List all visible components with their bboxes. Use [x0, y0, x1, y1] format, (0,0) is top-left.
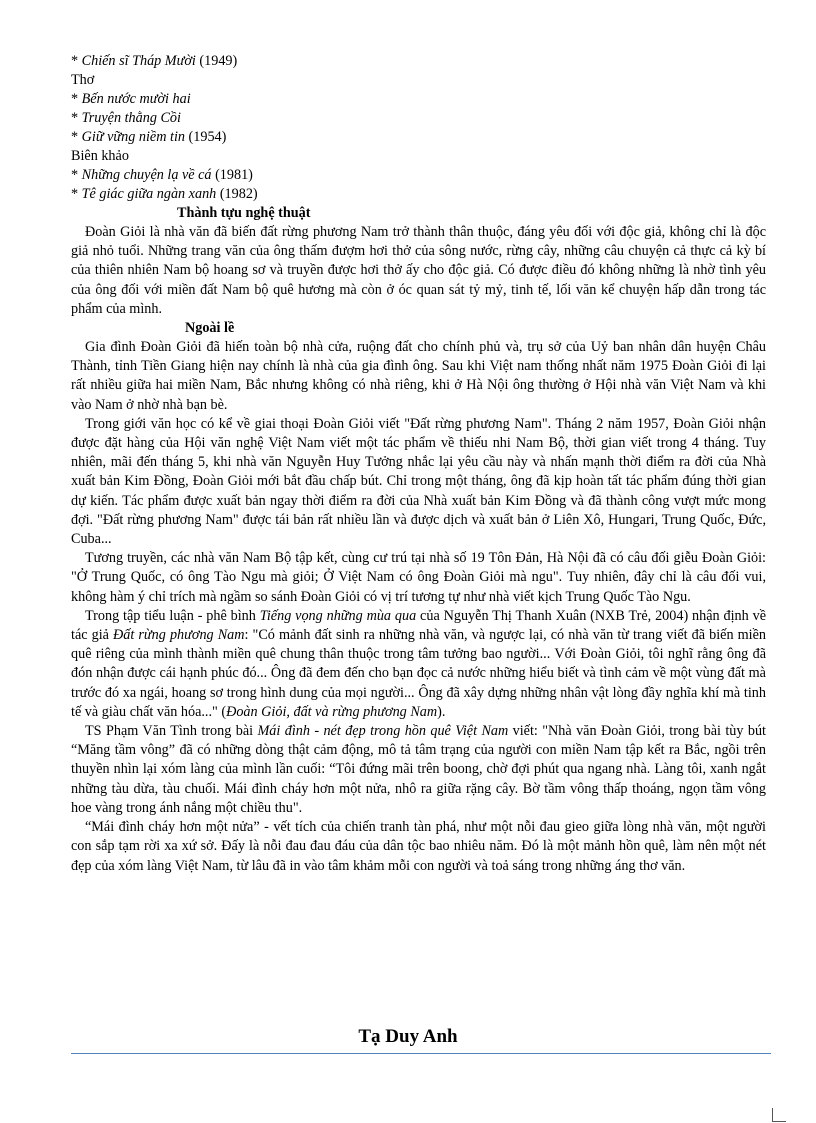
extra-paragraph-2: Trong giới văn học có kể về giai thoại Đoàn Giỏi viết "Đất rừng phương Nam". Tháng 2 năm 1957, Đoàn Giỏi nhận được đặt hàng của Hội văn nghệ Việt Nam viết một tác phẩm về thiếu nhi Nam Bộ, thời gian viết trong 4 tháng. Tuy nhiên, mãi đến tháng 5, khi nhà văn Nguyễn Huy Tưởng nhắc lại yêu cầu này và nhấn mạnh thời điểm ra đời của Nhà xuất bản Kim Đồng, Đoàn Giỏi mới bắt đầu chấp bút. Chỉ trong một tháng, ông đã kịp hoàn tất tác phẩm đúng thời gian dự kiến. Tác phẩm được xuất bản ngay thời điểm ra đời của Nhà xuất bản Kim Đồng và đã thành công vượt mức mong đợi. "Đất rừng phương Nam" được tái bản rất nhiều lần và được dịch và xuất bản ở Liên Xô, Hungari, Trung Quốc, Đức, Cuba... [71, 415, 766, 548]
footer-divider [71, 1053, 771, 1054]
extra-paragraph-5: TS Phạm Văn Tình trong bài Mái đình - nét đẹp trong hồn quê Việt Nam viết: "Nhà văn Đoàn Giỏi, trong bài tùy bút “Măng tầm vông” đã có những dòng thật cảm động, mô tả tâm trạng của người con miền Nam tập kết ra Bắc, ngồi trên thuyền nhìn lại xóm làng của mình lần cuối: “Tôi đứng mãi trên boong, chờ đợi phút qua ngang nhà. Làng tôi, xanh ngắt những tàu dừa, tàu chuối. Mái đình cháy hơn một nửa, nhô ra giữa rặng cây. Bờ tầm vông thấp thoáng, ngọn tầm vông hoe vàng trong ánh nắng một chiều thu". [71, 723, 766, 816]
document-page [71, 52, 766, 876]
extra-paragraph-1: Gia đình Đoàn Giỏi đã hiến toàn bộ nhà cửa, ruộng đất cho chính phủ và, trụ sở của Uỷ ban nhân dân huyện Châu Thành, tỉnh Tiền Giang hiện nay chính là nhà của gia đình ông. Sau khi Việt nam thống nhất năm 1975 Đoàn Giỏi đi lại rất nhiều giữa hai miền Nam, Bắc nhưng không có nhà riêng, khi ở Hà Nội ông thường ở Hội nhà văn Việt Nam và khi vào Nam ở nhờ nhà bạn bè. [71, 339, 766, 413]
extra-paragraph-6: “Mái đình cháy hơn một nửa” - vết tích của chiến tranh tàn phá, như một nỗi đau gieo giữa lòng nhà văn, một người con sắp tạm rời xa xứ sở. Đấy là nỗi đau đau đáu của dân tộc bao nhiêu năm. Đó là một mảnh hồn quê, làm nên một nét đẹp của xóm làng Việt Nam, từ lâu đã in vào tâm khảm mỗi con người và toả sáng trong những áng thơ văn. [71, 819, 766, 874]
work-item: * Truyện thằng Cồi [71, 110, 181, 126]
work-item: * Tê giác giữa ngàn xanh (1982) [71, 186, 258, 202]
section-heading-extra: Ngoài lề [185, 320, 235, 337]
extra-paragraph-4: Trong tập tiểu luận - phê bình Tiếng vọng những mùa qua của Nguyễn Thị Thanh Xuân (NXB Trẻ, 2004) nhận định về tác giả Đất rừng phương Nam: "Có mảnh đất sinh ra những nhà văn, và ngược lại, có nhà văn từ trang viết đã biến miền quê riêng của mình thành miền quê chung thân thuộc trong tâm tưởng bao người... Với Đoàn Giỏi, tôi nghĩ rằng ông đã đón nhận được cái hạnh phúc đó... Ông đã đem đến cho bạn đọc cả nước những hiểu biết và tình cảm về một vùng đất mà trước đó xa ngái, hoang sơ trong hình dung của mọi người... Ông đã xây dựng những nhân vật lòng đầy nghĩa khí mà tinh tế và giàu chất văn hóa..." (Đoàn Giỏi, đất và rừng phương Nam). [71, 607, 766, 720]
work-item: * Bến nước mười hai [71, 91, 191, 107]
section-heading-achievement: Thành tựu nghệ thuật [177, 205, 311, 221]
page-corner-mark [772, 1108, 786, 1122]
work-item: * Giữ vững niềm tin (1954) [71, 129, 227, 145]
achievement-paragraph: Đoàn Giỏi là nhà văn đã biến đất rừng phương Nam trở thành thân thuộc, đáng yêu đối với độc giả, không chỉ là độc giả nhỏ tuổi. Những trang văn của ông thấm đượm hơi thở của sông nước, rừng cây, những câu chuyện cả thực cả kỳ bí của thiên nhiên Nam bộ hoang sơ và truyền được hơi thở ấy cho độc giả. Có được điều đó không những là nhờ tình yêu của ông đối với miền đất Nam bộ quê hương mà còn ở óc quan sát tỷ mỷ, tinh tế, lối văn kể chuyện hấp dẫn trong tác phẩm của mình. [71, 224, 766, 317]
work-item: * Chiến sĩ Tháp Mười (1949) [71, 53, 238, 69]
author-heading: Tạ Duy Anh [358, 1026, 458, 1047]
extra-paragraph-3: Tương truyền, các nhà văn Nam Bộ tập kết, cùng cư trú tại nhà số 19 Tôn Đản, Hà Nội đã có câu đối giễu Đoàn Giỏi: "Ở Trung Quốc, có ông Tào Ngu mà giỏi; Ở Việt Nam có ông Đoàn Giỏi mà ngu". Tuy nhiên, đây chỉ là câu đối vui, không hàm ý chỉ trích mà ngầm so sánh Đoàn Giỏi có vị trí tương tự như nhà viết kịch Trung Quốc Tào Ngu. [71, 550, 766, 605]
category-label: Thơ [71, 72, 95, 88]
category-label: Biên khảo [71, 148, 129, 164]
work-item: * Những chuyện lạ về cá (1981) [71, 167, 253, 183]
